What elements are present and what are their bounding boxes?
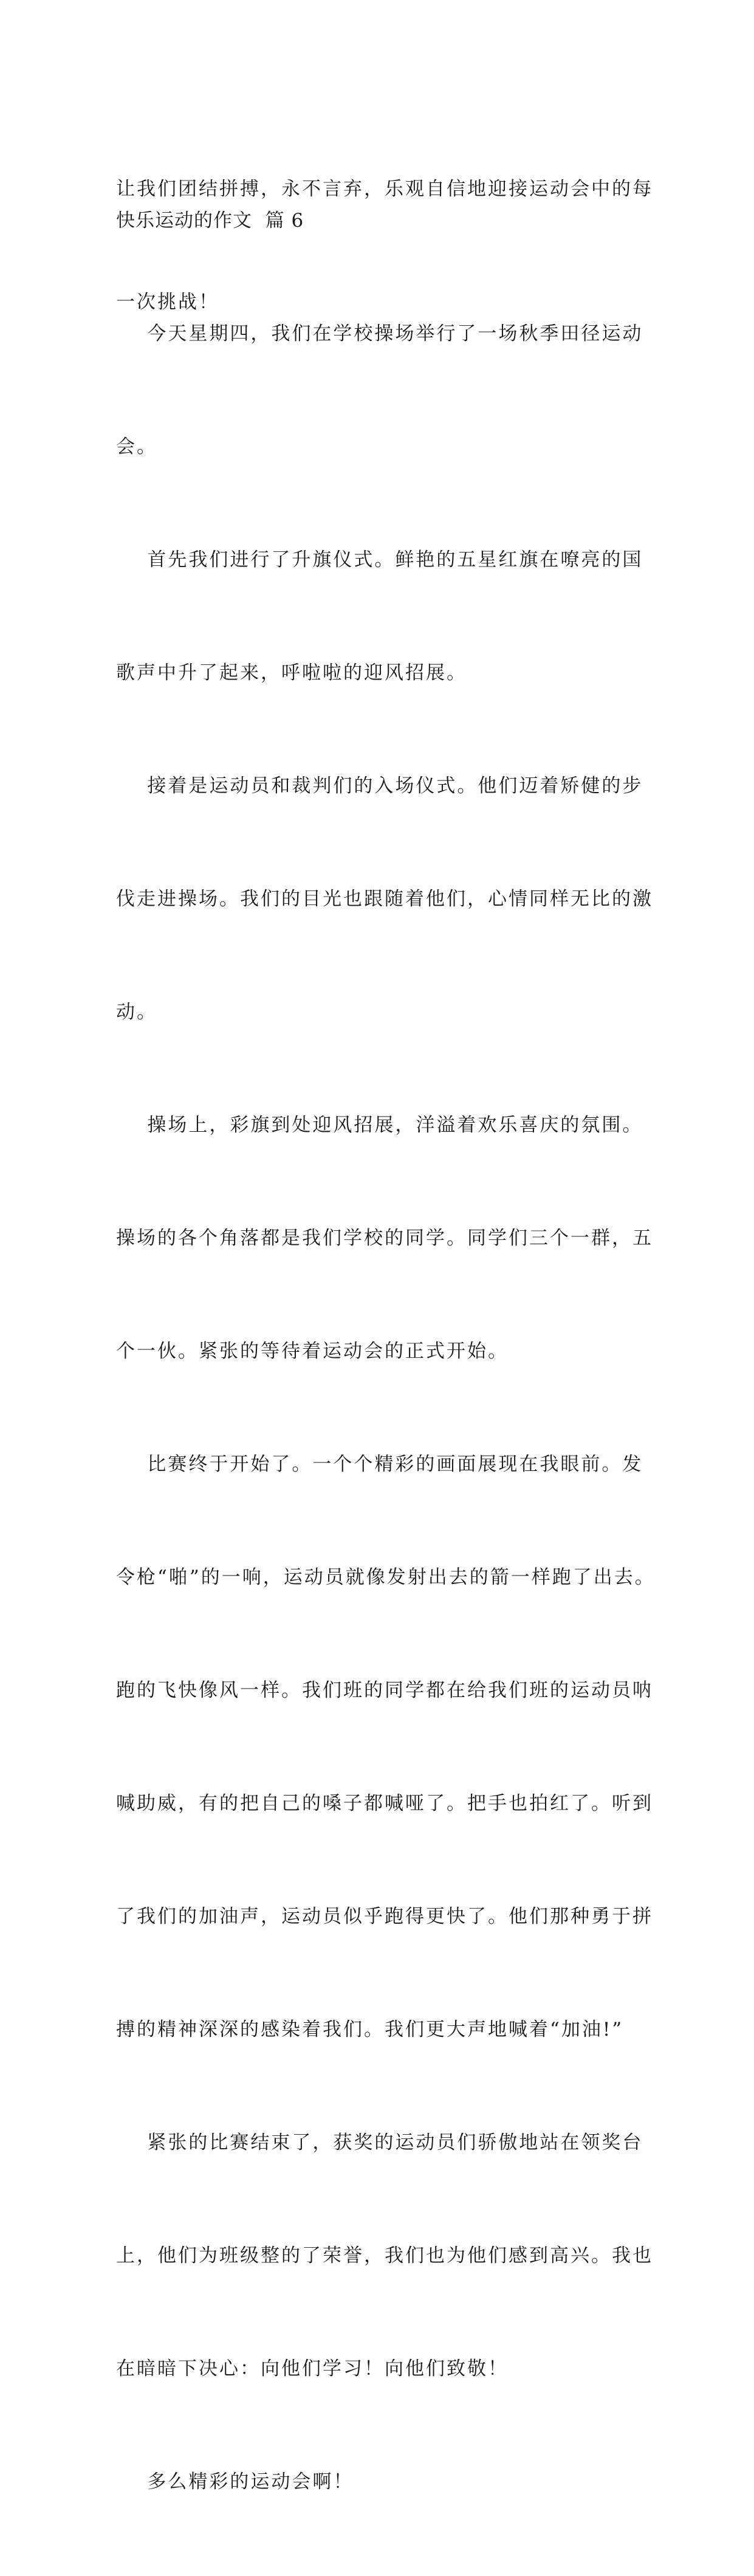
text-line: 上，他们为班级整的了荣誉，我们也为他们感到高兴。我也 [116, 2245, 653, 2267]
text-line: 歌声中升了起来，呼啦啦的迎风招展。 [116, 662, 467, 684]
text-line: 接着是运动员和裁判们的入场仪式。他们迈着矫健的步 [116, 775, 643, 797]
text-line: 会。 [116, 436, 157, 458]
text-line: 多么精彩的运动会啊！ [116, 2471, 354, 2493]
text-line: 令枪“啪”的一响，运动员就像发射出去的箭一样跑了出去。 [116, 1566, 656, 1588]
essay-body [116, 239, 656, 2576]
text-line: 一次挑战！ [116, 291, 219, 313]
text-line: 操场上，彩旗到处迎风招展，洋溢着欢乐喜庆的氛围。 [116, 1114, 643, 1136]
text-line: 个一伙。紧张的等待着运动会的正式开始。 [116, 1340, 509, 1362]
text-line: 今天星期四，我们在学校操场举行了一场秋季田径运动 [116, 323, 643, 345]
text-line: 在暗暗下决心：向他们学习！向他们致敬！ [116, 2358, 509, 2380]
text-line: 跑的飞快像风一样。我们班的同学都在给我们班的运动员呐 [116, 1679, 653, 1701]
text-line: 搏的精神深深的感染着我们。我们更大声地喊着“加油!” [116, 2019, 624, 2040]
text-line: 让我们团结拼搏，永不言弃，乐观自信地迎接运动会中的每 [116, 178, 653, 200]
text-line: 紧张的比赛结束了，获奖的运动员们骄傲地站在领奖台 [116, 2132, 643, 2154]
text-line: 动。 [116, 1001, 157, 1023]
text-line: 喊助威，有的把自己的嗓子都喊哑了。把手也拍红了。听到 [116, 1793, 653, 1814]
text-line: 操场的各个角落都是我们学校的同学。同学们三个一群，五 [116, 1227, 653, 1249]
text-line: 比赛终于开始了。一个个精彩的画面展现在我眼前。发 [116, 1453, 643, 1475]
text-line: 伐走进操场。我们的目光也跟随着他们，心情同样无比的激 [116, 888, 653, 910]
text-line: 了我们的加油声，运动员似乎跑得更快了。他们那种勇于拼 [116, 1906, 653, 1927]
text-line: 首先我们进行了升旗仪式。鲜艳的五星红旗在嘹亮的国 [116, 549, 643, 571]
section-title: 快乐运动的作文 篇 6 [116, 210, 304, 232]
